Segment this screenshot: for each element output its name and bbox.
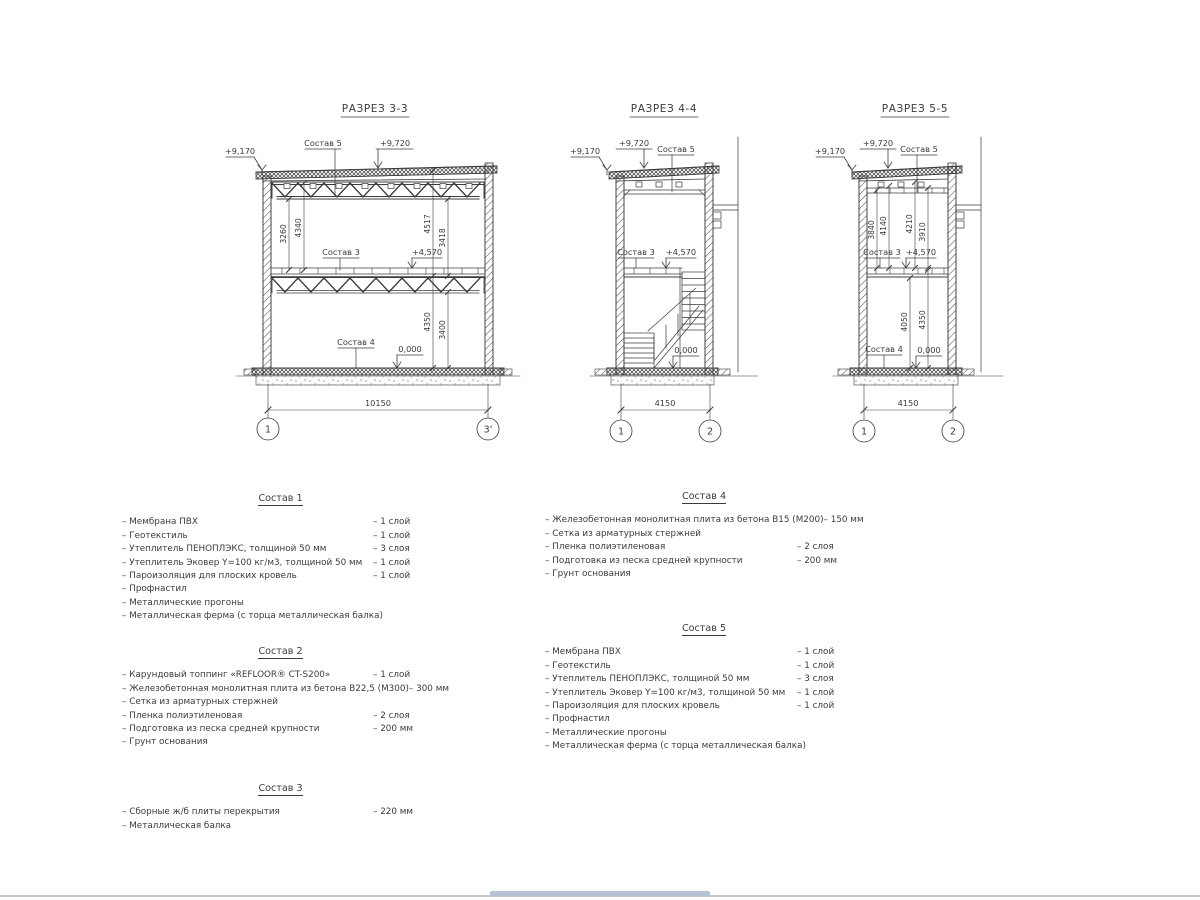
- layer-value: – 200 мм: [373, 723, 439, 736]
- layer-name: – Пароизоляция для плоских кровель: [545, 700, 797, 713]
- walls: [616, 163, 713, 376]
- roof-slab: [852, 166, 962, 187]
- layer-value: – 1 слой: [797, 700, 863, 713]
- vertical-dims: [867, 180, 931, 371]
- roof-slab: [256, 166, 497, 181]
- layer-value: – 3 слоя: [373, 543, 439, 556]
- dim: 4210: [905, 214, 914, 234]
- composition-item: [122, 570, 439, 583]
- section-4-4: [570, 103, 758, 442]
- floor-slab: [590, 368, 758, 385]
- elev-roof: +9,720: [379, 138, 411, 148]
- composition-list-3: [122, 782, 439, 833]
- span-dim-text: 4150: [654, 398, 676, 408]
- floor-slab: [833, 368, 1003, 385]
- walls: [263, 163, 493, 376]
- layer-value: – 150 мм: [824, 514, 864, 527]
- composition-list-5: [545, 622, 863, 754]
- elev-mid: +4,570: [665, 247, 697, 257]
- layer-name: – Подготовка из песка средней крупности: [545, 555, 797, 568]
- span-dim: [618, 384, 713, 419]
- layer-name: – Пароизоляция для плоских кровель: [122, 570, 373, 583]
- dim: 4350: [918, 310, 927, 330]
- grid-bubble-label: 3': [483, 424, 493, 436]
- layer-name: – Железобетонная монолитная плита из бетона В22,5 (М300): [122, 683, 409, 696]
- composition-item: [122, 806, 439, 819]
- composition-item: [122, 597, 439, 610]
- section-5-5: [815, 103, 1003, 442]
- grid-bubble-label: 1: [860, 426, 868, 438]
- layer-name: – Металлическая ферма (с торца металлическая балка): [122, 610, 439, 623]
- ceiling: [867, 188, 948, 193]
- layer-name: – Сетка из арматурных стержней: [545, 528, 863, 541]
- layer-name: – Геотекстиль: [545, 660, 797, 673]
- layer-name: – Профнастил: [545, 713, 863, 726]
- layer-name: – Металлическая балка: [122, 820, 439, 833]
- composition-title: Состав 2: [258, 646, 303, 657]
- dim: 3260: [279, 224, 288, 244]
- layer-name: – Металлическая ферма (с торца металлическая балка): [545, 740, 863, 753]
- composition-item: [545, 514, 863, 527]
- layer-value: – 3 слоя: [797, 673, 863, 686]
- layer-name: – Утеплитель ПЕНОПЛЭКС, толщиной 50 мм: [122, 543, 373, 556]
- composition-title: Состав 5: [681, 623, 727, 634]
- composition-item: [122, 723, 439, 736]
- mid-floor: [271, 268, 485, 293]
- span-dim-text: 4150: [897, 398, 919, 408]
- composition-item: [122, 530, 439, 543]
- layer-name: – Утеплитель Эковер Y=100 кг/м3, толщиной 50 мм: [122, 557, 373, 570]
- elev-roof: +9,720: [618, 138, 650, 148]
- elev-mid: +4,570: [411, 247, 443, 257]
- composition-list-1: [122, 492, 439, 624]
- composition-title: Состав 3: [258, 783, 303, 794]
- layer-name: – Железобетонная монолитная плита из бетона В15 (М200): [545, 514, 824, 527]
- layer-name: – Мембрана ПВХ: [545, 646, 797, 659]
- composition-item: [545, 673, 863, 686]
- elev-mid: +4,570: [905, 247, 937, 257]
- floor-slab: [236, 368, 520, 385]
- composition-item: [122, 543, 439, 556]
- layer-value: – 1 слой: [797, 687, 863, 700]
- layer-name: – Подготовка из песка средней крупности: [122, 723, 373, 736]
- layer-value: – 1 слой: [797, 660, 863, 673]
- grid-bubble-label: 2: [706, 426, 714, 438]
- sostav4-label: Состав 4: [865, 344, 903, 354]
- composition-item: [545, 555, 863, 568]
- sostav3-label: Состав 3: [322, 247, 360, 257]
- sostav3-label: Состав 3: [863, 247, 901, 257]
- composition-item: [122, 557, 439, 570]
- mid-floor: [624, 268, 682, 277]
- sostav5-label: Состав 5: [657, 144, 695, 154]
- elev-zero: 0,000: [398, 344, 422, 354]
- elev-zero: 0,000: [674, 345, 698, 355]
- layer-value: – 2 слоя: [373, 710, 439, 723]
- section-3-3: [225, 103, 520, 440]
- span-dim: [265, 384, 491, 418]
- dim: 4340: [294, 218, 303, 238]
- composition-item: [122, 516, 439, 529]
- dim: 4140: [879, 216, 888, 236]
- composition-item: [545, 541, 863, 554]
- layer-value: – 2 слоя: [797, 541, 863, 554]
- layer-name: – Мембрана ПВХ: [122, 516, 373, 529]
- composition-item: [545, 713, 863, 726]
- composition-list-4: [545, 490, 863, 581]
- grid-bubbles: [853, 420, 964, 442]
- layer-name: – Металлические прогоны: [122, 597, 439, 610]
- ceiling: [624, 190, 705, 196]
- composition-item: [122, 683, 449, 696]
- layer-value: – 1 слой: [373, 530, 439, 543]
- section-title: РАЗРЕЗ 4-4: [630, 103, 698, 115]
- sostav4-label: Состав 4: [337, 337, 375, 347]
- layer-value: – 300 мм: [409, 683, 449, 696]
- horizontal-scrollbar-thumb[interactable]: [490, 891, 710, 896]
- composition-title: Состав 4: [681, 491, 727, 502]
- layer-name: – Пленка полиэтиленовая: [545, 541, 797, 554]
- composition-item: [122, 710, 439, 723]
- composition-item: [122, 610, 439, 623]
- composition-item: [122, 820, 439, 833]
- layer-name: – Геотекстиль: [122, 530, 373, 543]
- composition-item: [545, 528, 863, 541]
- sostav3-label: Состав 3: [617, 247, 655, 257]
- elev-eave: +9,170: [224, 146, 256, 156]
- roof-slab: [609, 166, 719, 187]
- layer-name: – Грунт основания: [122, 736, 439, 749]
- layer-value: – 1 слой: [797, 646, 863, 659]
- composition-item: [545, 700, 863, 713]
- composition-item: [122, 669, 439, 682]
- composition-item: [545, 646, 863, 659]
- elev-roof: +9,720: [862, 138, 894, 148]
- span-dim: [861, 384, 956, 419]
- layer-value: – 1 слой: [373, 557, 439, 570]
- dim: 3418: [438, 228, 447, 248]
- composition-item: [122, 736, 439, 749]
- composition-item: [545, 687, 863, 700]
- layer-name: – Сетка из арматурных стержней: [122, 696, 439, 709]
- grid-bubble-label: 1: [617, 426, 625, 438]
- composition-item: [122, 696, 439, 709]
- layer-name: – Пленка полиэтиленовая: [122, 710, 373, 723]
- elev-eave: +9,170: [569, 146, 601, 156]
- composition-title: Состав 1: [258, 493, 303, 504]
- composition-item: [545, 660, 863, 673]
- purlins: [636, 182, 682, 187]
- dim: 3400: [438, 320, 447, 340]
- layer-name: – Утеплитель Эковер Y=100 кг/м3, толщиной 50 мм: [545, 687, 797, 700]
- layer-name: – Профнастил: [122, 583, 439, 596]
- layer-name: – Карундовый топпинг «REFLOOR® CT-S200»: [122, 669, 373, 682]
- composition-item: [545, 740, 863, 753]
- layer-name: – Сборные ж/б плиты перекрытия: [122, 806, 373, 819]
- layer-value: – 1 слой: [373, 570, 439, 583]
- grid-bubbles: [610, 420, 721, 442]
- layer-name: – Утеплитель ПЕНОПЛЭКС, толщиной 50 мм: [545, 673, 797, 686]
- grid-bubbles: [257, 418, 499, 440]
- elev-zero: 0,000: [917, 345, 941, 355]
- sostav5-label: Состав 5: [900, 144, 938, 154]
- section-title: РАЗРЕЗ 5-5: [881, 103, 949, 115]
- composition-item: [545, 568, 863, 581]
- dim: 4517: [423, 214, 432, 234]
- dim: 4350: [423, 312, 432, 332]
- horizontal-scrollbar-track[interactable]: [0, 895, 1200, 897]
- layer-value: – 1 слой: [373, 516, 439, 529]
- grid-bubble-label: 1: [264, 424, 272, 436]
- layer-name: – Грунт основания: [545, 568, 863, 581]
- composition-list-2: [122, 645, 449, 750]
- layer-value: – 200 мм: [797, 555, 863, 568]
- layer-value: – 1 слой: [373, 669, 439, 682]
- dim: 4050: [900, 312, 909, 332]
- span-dim-text: 10150: [364, 398, 392, 408]
- grid-bubble-label: 2: [949, 426, 957, 438]
- dim: 3910: [918, 222, 927, 242]
- section-title: РАЗРЕЗ 3-3: [341, 103, 409, 115]
- composition-item: [545, 727, 863, 740]
- sostav5-label: Состав 5: [304, 138, 342, 148]
- dim: 3840: [867, 220, 876, 240]
- composition-item: [122, 583, 439, 596]
- layer-name: – Металлические прогоны: [545, 727, 863, 740]
- layer-value: – 220 мм: [373, 806, 439, 819]
- elev-eave: +9,170: [814, 146, 846, 156]
- mid-floor: [867, 268, 948, 277]
